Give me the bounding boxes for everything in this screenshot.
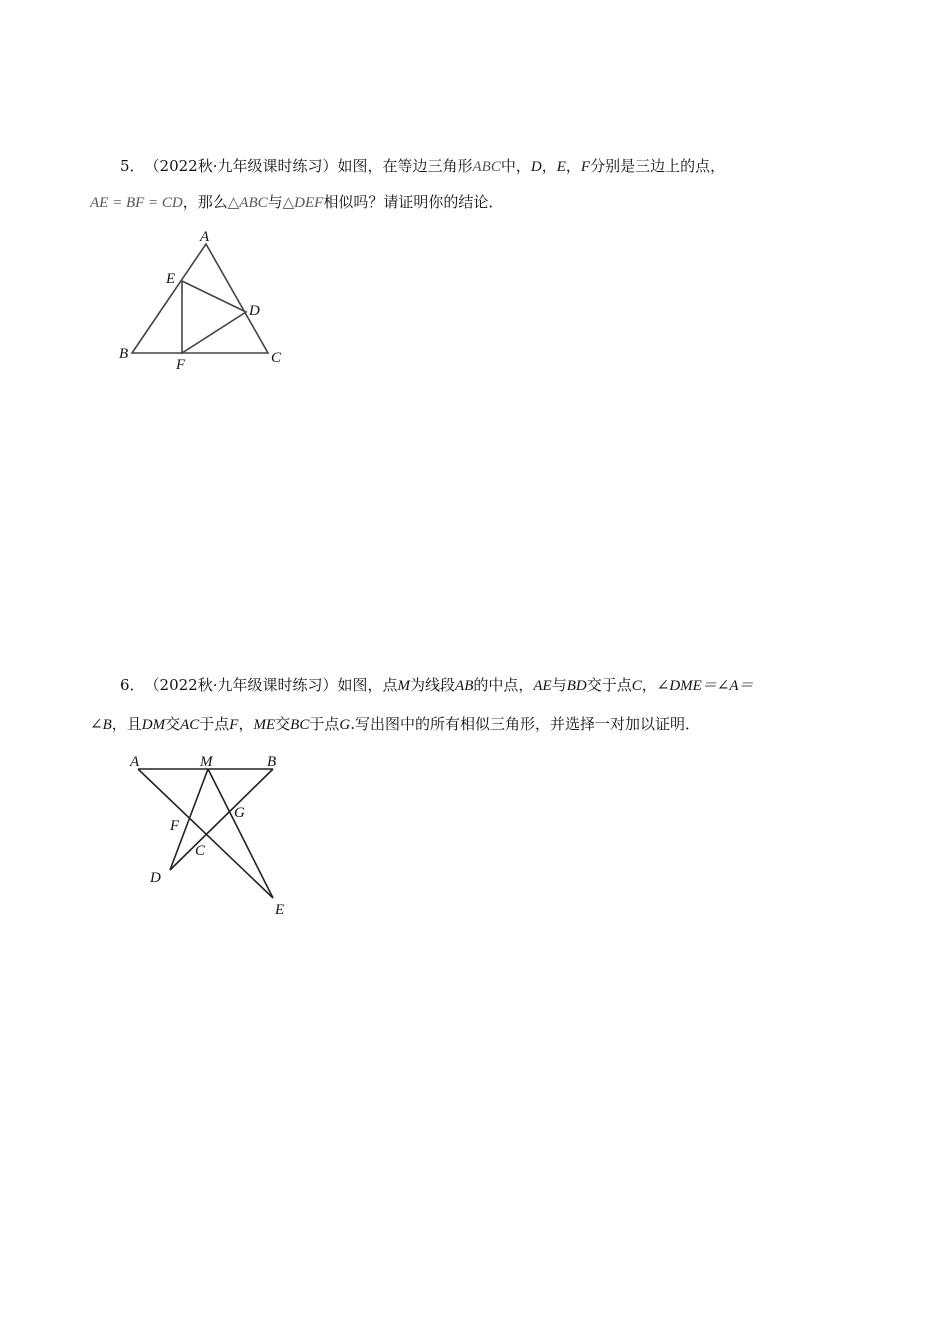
math-equality: AE = BF = CD [90,195,183,211]
figure-star-abmdce [120,748,300,920]
label-B: B [267,754,277,770]
label-C: C [271,350,282,366]
triangle-def [182,281,246,353]
math-triangle-abc: △ABC [227,195,268,211]
problem-source: （2022秋·九年级课时练习） [144,157,338,175]
problem-number: 5． [120,157,145,175]
figure-triangle-abc-def [110,222,300,374]
label-E: E [166,271,176,287]
segment-me [208,769,273,898]
label-F: F [176,357,186,373]
label-F: F [170,818,180,834]
label-A: A [130,754,140,770]
segment-bd [170,769,273,870]
math-abc: ABC [472,159,501,175]
math-triangle-def: △DEF [282,195,324,211]
label-E: E [275,902,285,918]
label-C: C [195,843,206,859]
label-D: D [249,303,260,319]
problem-number: 6． [120,676,145,694]
problem-5-line-2: AE = BF = CD，那么△ABC与△DEF相似吗？请证明你的结论． [90,193,504,211]
problem-5-line-1: 5．（2022秋·九年级课时练习）如图，在等边三角形ABC中，D，E，F分别是三边上的点， [120,157,726,175]
problem-source: （2022秋·九年级课时练习） [144,676,338,694]
triangle-lines [132,244,268,353]
label-G: G [234,805,245,821]
triangle-abc [132,244,268,353]
label-B: B [119,346,129,362]
angle-equality: ∠DME＝∠A＝ [656,678,754,694]
label-A: A [200,229,210,245]
label-M: M [200,754,213,770]
label-D: D [150,870,161,886]
problem-6-line-2: ∠B，且DM交AC于点F，ME交BC于点G.写出图中的所有相似三角形，并选择一对加以证明． [90,715,700,733]
problem-6-line-1: 6．（2022秋·九年级课时练习）如图，点M为线段AB的中点，AE与BD交于点C，∠DME＝∠A＝ [120,676,754,694]
